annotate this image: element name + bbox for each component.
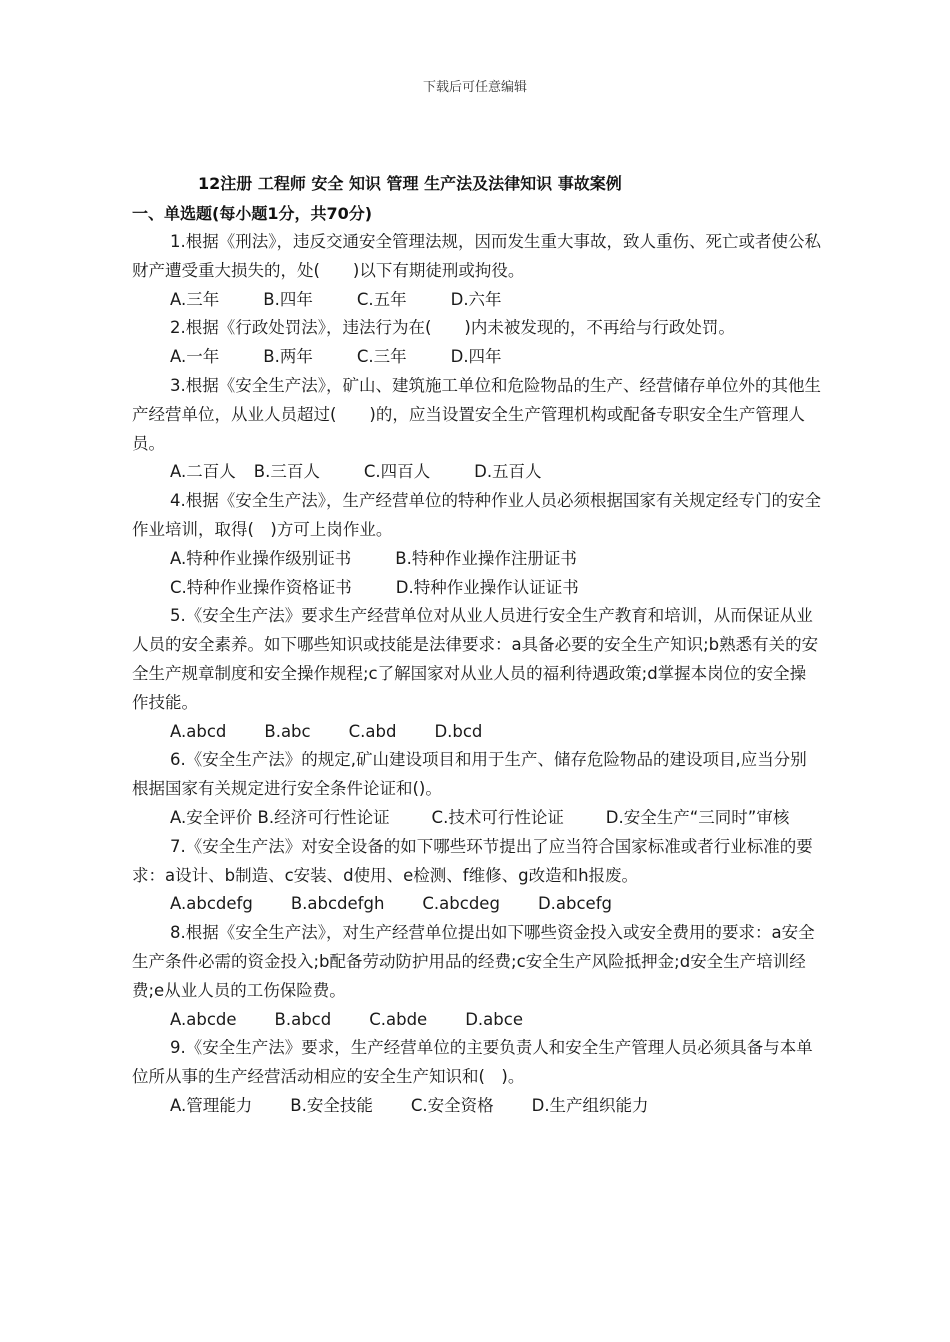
question-options xyxy=(132,1092,822,1121)
option: C.安全资格 xyxy=(410,1095,494,1115)
option: B.四年 xyxy=(263,289,313,309)
option: A.管理能力 xyxy=(170,1095,253,1115)
question-options xyxy=(132,574,822,603)
question-options xyxy=(132,718,822,747)
option: A.三年 xyxy=(170,289,220,309)
question-text: 6.《安全生产法》的规定,矿山建设项目和用于生产、储存危险物品的建设项目,应当分别根据国家有关规定进行安全条件论证和()。 xyxy=(132,750,807,799)
question-text: 8.根据《安全生产法》，对生产经营单位提出如下哪些资金投入或安全费用的要求：a安全生产条件必需的资金投入;b配备劳动防护用品的经费;c安全生产风险抵押金;d安全生产培训经费;e从业人员的工伤保险费。 xyxy=(132,923,815,1000)
question-options xyxy=(132,458,822,487)
option: B.abcdefgh xyxy=(290,894,385,914)
option: C.abd xyxy=(348,721,397,741)
option: D.安全生产“三同时”审核 xyxy=(605,807,790,827)
section-heading: 一、单选题(每小题1分，共70分) xyxy=(132,204,373,223)
option: A.abcdefg xyxy=(170,894,253,914)
option: C.abde xyxy=(369,1009,428,1029)
question-options xyxy=(132,804,822,833)
option: A.特种作业操作级别证书 xyxy=(170,548,352,568)
question-text: 1.根据《刑法》，违反交通安全管理法规，因而发生重大事故，致人重伤、死亡或者使公私财产遭受重大损失的，处( )以下有期徒刑或拘役。 xyxy=(132,232,821,280)
question-options xyxy=(132,1006,822,1035)
document-title: 12注册 工程师 安全 知识 管理 生产法及法律知识 事故案例 xyxy=(198,174,622,193)
option: C.特种作业操作资格证书 xyxy=(170,577,352,597)
option: A.安全评价 xyxy=(170,807,253,827)
option: C.技术可行性论证 xyxy=(431,807,564,827)
option: D.四年 xyxy=(450,347,502,367)
question-text: 3.根据《安全生产法》，矿山、建筑施工单位和危险物品的生产、经营储存单位外的其他生产经营单位，从业人员超过( )的，应当设置安全生产管理机构或配备专职安全生产管理人员。 xyxy=(132,375,821,453)
question-text: 4.根据《安全生产法》，生产经营单位的特种作业人员必须根据国家有关规定经专门的安全作业培训，取得( )方可上岗作业。 xyxy=(132,491,821,539)
question-options xyxy=(132,343,822,372)
option: A.一年 xyxy=(170,347,220,367)
option: D.bcd xyxy=(434,721,483,741)
question-options xyxy=(132,545,822,574)
option: D.生产组织能力 xyxy=(531,1095,649,1115)
question-text: 2.根据《行政处罚法》，违法行为在( )内未被发现的，不再给与行政处罚。 xyxy=(170,318,735,338)
question-options xyxy=(132,286,822,315)
option: B.安全技能 xyxy=(290,1095,373,1115)
question-options xyxy=(132,890,822,919)
option: B.经济可行性论证 xyxy=(257,807,390,827)
option: B.三百人 xyxy=(253,462,320,482)
option: A.abcd xyxy=(170,721,227,741)
question-text: 7.《安全生产法》对安全设备的如下哪些环节提出了应当符合国家标准或者行业标准的要求：a设计、b制造、c安装、d使用、e检测、f维修、g改造和h报废。 xyxy=(132,836,813,885)
option: C.四百人 xyxy=(363,462,431,482)
question-text: 9.《安全生产法》要求，生产经营单位的主要负责人和安全生产管理人员必须具备与本单位所从事的生产经营活动相应的安全生产知识和( )。 xyxy=(132,1038,813,1087)
option: A.abcde xyxy=(170,1009,237,1029)
option: D.abce xyxy=(465,1009,523,1029)
option: B.特种作业操作注册证书 xyxy=(395,548,577,568)
option: D.特种作业操作认证证书 xyxy=(395,577,579,597)
header-note: 下载后可任意编辑 xyxy=(422,80,527,95)
option: C.五年 xyxy=(356,289,407,309)
option: D.六年 xyxy=(450,289,502,309)
question-list xyxy=(132,228,822,1121)
option: A.二百人 xyxy=(170,462,236,482)
question-text: 5.《安全生产法》要求生产经营单位对从业人员进行安全生产教育和培训，从而保证从业人员的安全素养。如下哪些知识或技能是法律要求：a具备必要的安全生产知识;b熟悉有关的安全生产规章制度和安全操作规程;c了解国家对从业人员的福利待遇政策;d掌握本岗位的安全操作技能。 xyxy=(132,606,819,712)
option: B.两年 xyxy=(263,347,313,367)
option: B.abc xyxy=(264,721,311,741)
option: B.abcd xyxy=(274,1009,332,1029)
option: D.abcefg xyxy=(537,894,612,914)
option: C.三年 xyxy=(356,347,407,367)
option: D.五百人 xyxy=(474,462,542,482)
option: C.abcdeg xyxy=(422,894,500,914)
